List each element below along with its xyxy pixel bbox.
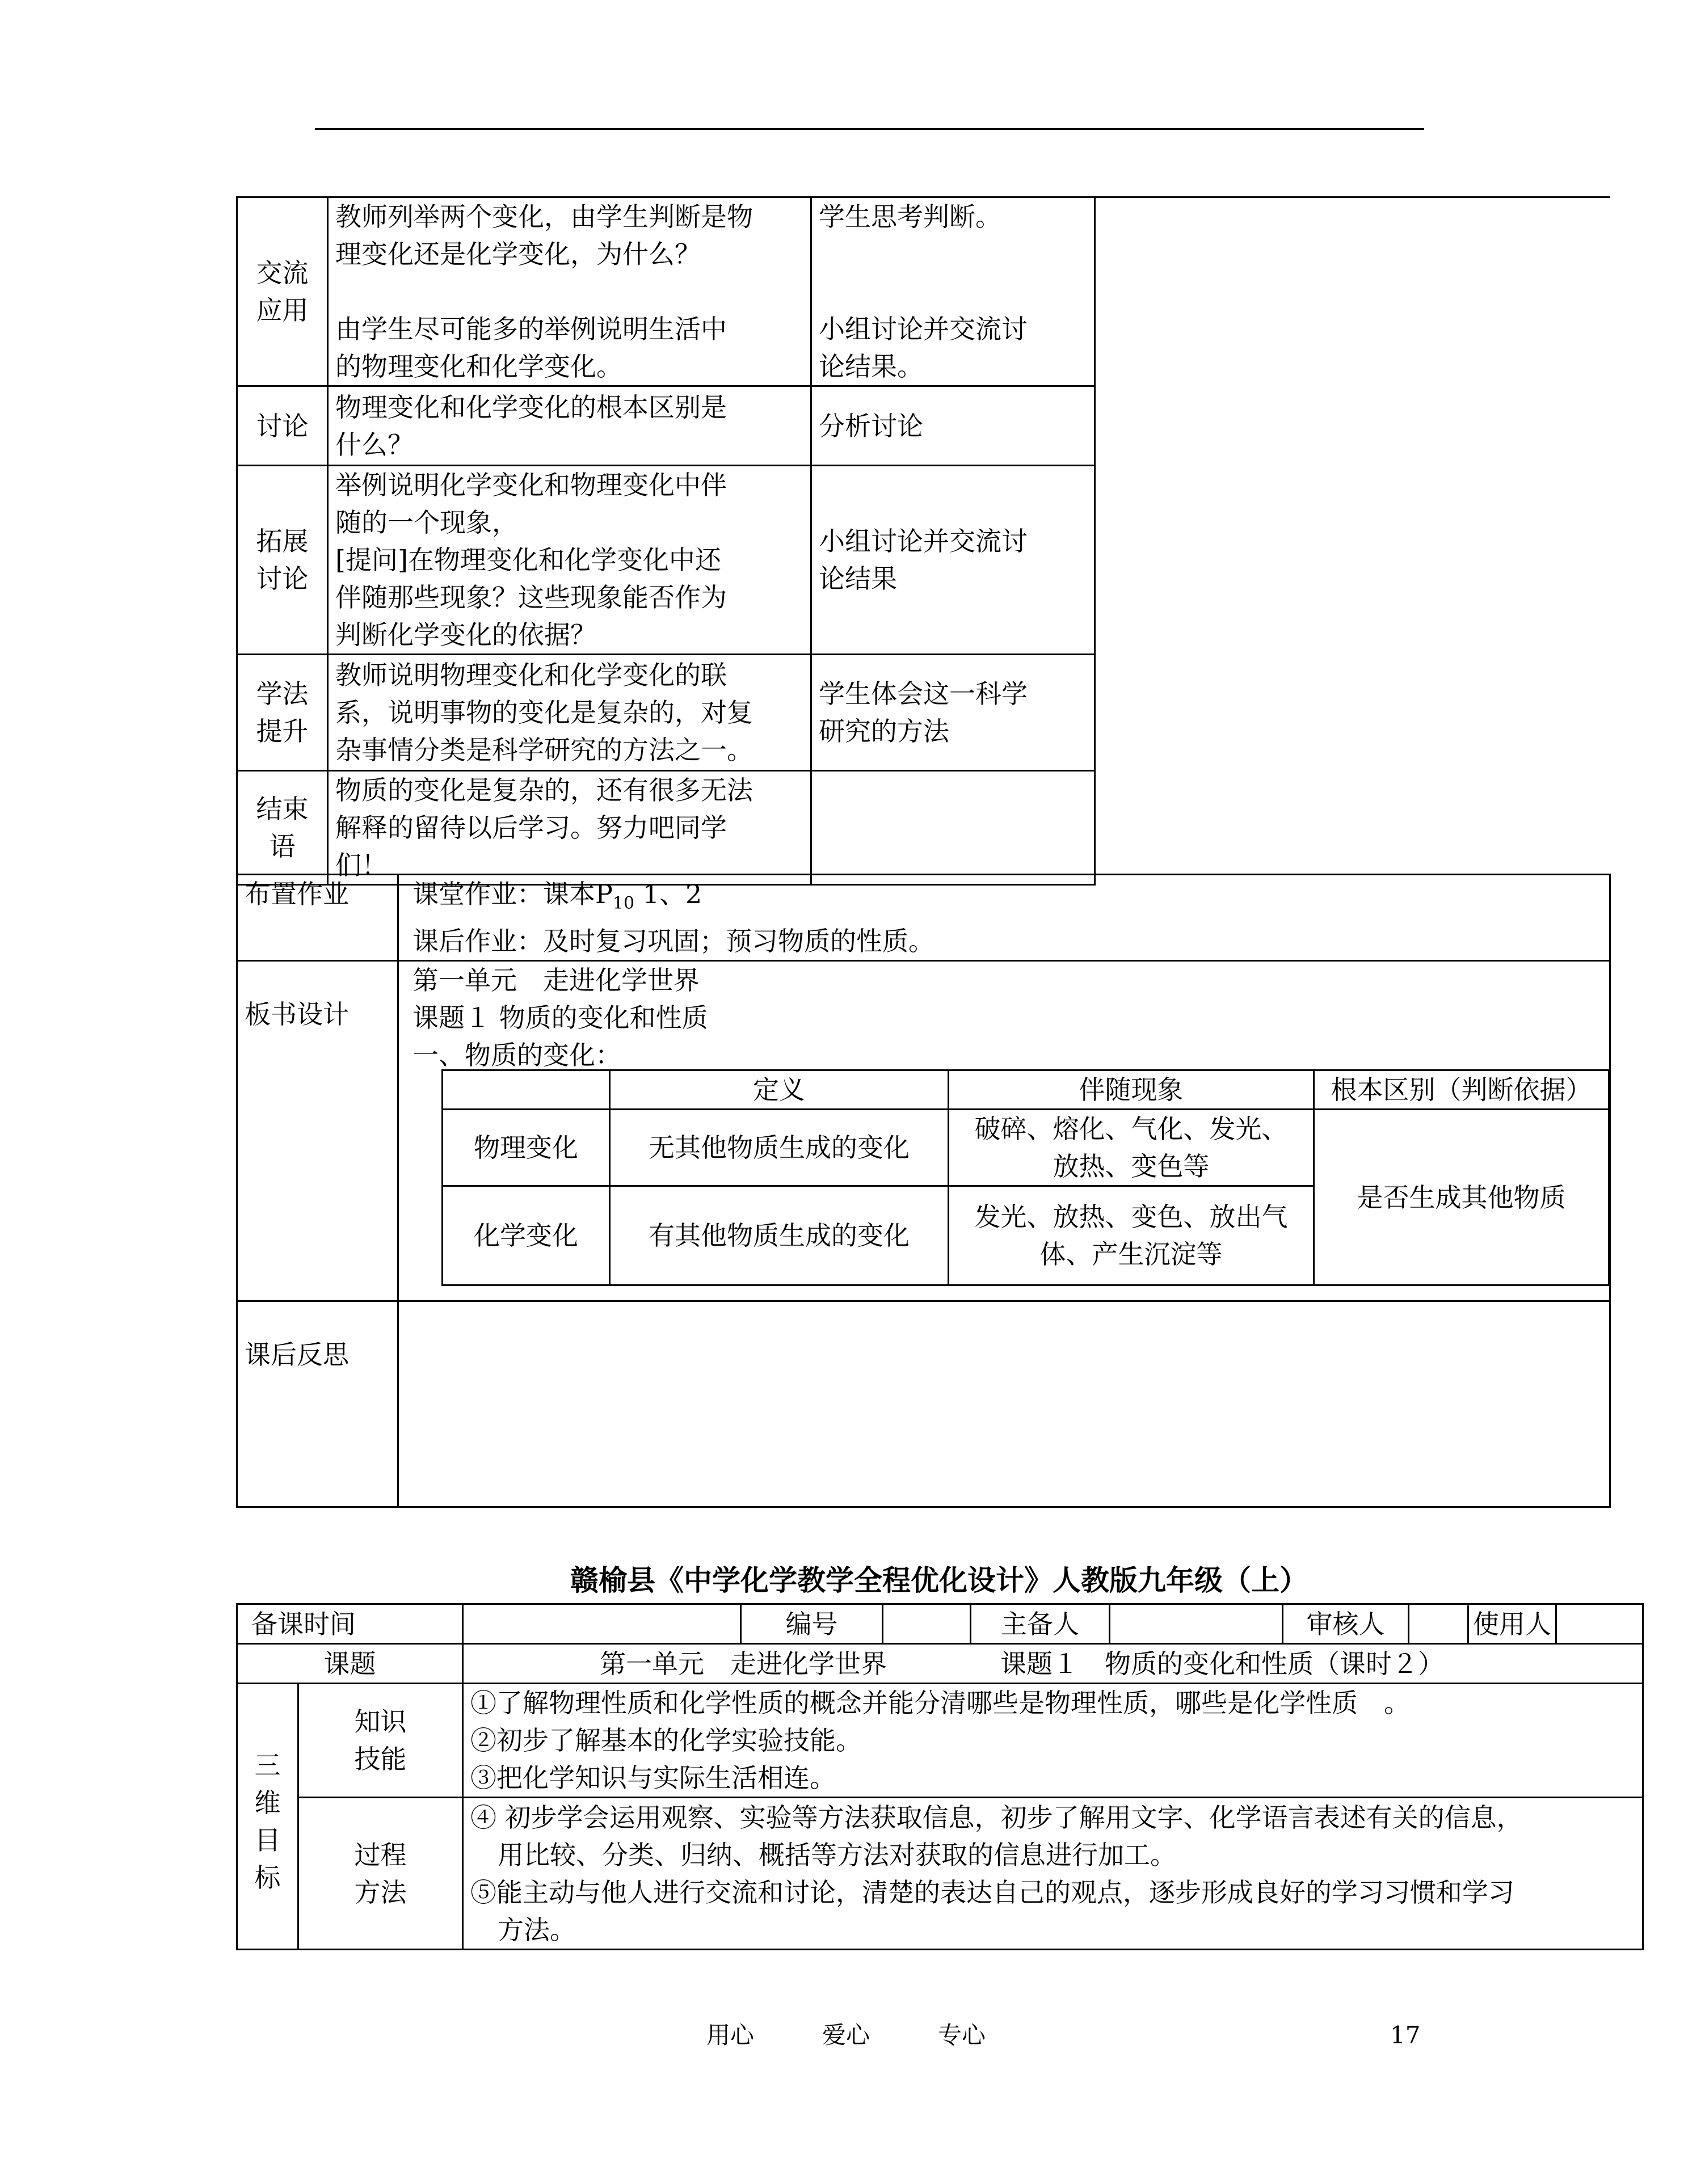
user-label bbox=[1409, 1604, 1556, 1644]
knowledge-items: ①了解物理性质和化学性质的概念并能分清哪些是物理性质，哪些是化学性质 。 ②初步了解基本的化学实验技能。 ③把化学知识与实际生活相连。 bbox=[463, 1684, 1643, 1798]
header-phenomena: 伴随现象 bbox=[949, 1070, 1314, 1110]
flow-row-label: 结束 语 bbox=[237, 771, 328, 885]
homework-content bbox=[398, 875, 1610, 961]
change-difference: 是否生成其他物质 bbox=[1314, 1110, 1609, 1285]
flow-row-label: 交流 应用 bbox=[237, 197, 328, 386]
flow-row-label: 讨论 bbox=[237, 386, 328, 466]
knowledge-label: 知识 技能 bbox=[298, 1684, 463, 1798]
teacher-activity: 举例说明化学变化和物理变化中伴 随的一个现象， [提问]在物理变化和化学变化中还 伴随那些现象？这些现象能否作为 判断化学变化的依据？ bbox=[328, 466, 811, 655]
preparer-value bbox=[1110, 1604, 1283, 1644]
header-rule bbox=[315, 128, 1424, 130]
comparison-header-row bbox=[443, 1070, 1609, 1110]
topic-row bbox=[237, 1644, 1643, 1684]
topic-unit: 第一单元 走进化学世界 bbox=[600, 1648, 887, 1679]
reviewer-label: 审核人 bbox=[1283, 1604, 1409, 1644]
topic-content bbox=[463, 1644, 1643, 1684]
homework-row bbox=[237, 875, 1610, 961]
number-label: 编号 bbox=[741, 1604, 883, 1644]
student-activity: 学生思考判断。 小组讨论并交流讨 论结果。 bbox=[811, 197, 1095, 386]
reflection-row bbox=[237, 1301, 1610, 1507]
footer-motto bbox=[706, 2017, 1054, 2054]
process-items: ④ 初步学会运用观察、实验等方法获取信息，初步了解用文字、化学语言表述有关的信息， 用比较、分类、归纳、概括等方法对获取的信息进行加工。 ⑤能主动与他人进行交流和讨论，清楚的表达自己的观点，逐步形成良好的学习习惯和学习 方法。 bbox=[463, 1798, 1643, 1950]
flow-row-label: 学法 提升 bbox=[237, 655, 328, 771]
change-name: 化学变化 bbox=[443, 1186, 610, 1285]
reflection-label: 课后反思 bbox=[237, 1301, 398, 1507]
user-label-text: 使用人 bbox=[1467, 1605, 1555, 1643]
lesson-flow-table bbox=[236, 196, 1610, 886]
change-phenomena: 破碎、熔化、气化、发光、 放热、变色等 bbox=[949, 1110, 1314, 1186]
footer-item: 爱心 bbox=[822, 2021, 870, 2049]
prep-time-value bbox=[463, 1604, 741, 1644]
topic-label: 课题 bbox=[237, 1644, 463, 1684]
board-design-content: 第一单元 走进化学世界 课题１ 物质的变化和性质 一、物质的变化： bbox=[398, 961, 1610, 1301]
flow-row bbox=[237, 197, 1610, 386]
preparer-label: 主备人 bbox=[971, 1604, 1110, 1644]
homework-line1-suffix: 1、2 bbox=[634, 879, 702, 909]
homework-line2: 课后作业：及时复习巩固；预习物质的性质。 bbox=[412, 926, 934, 956]
homework-label: 布置作业 bbox=[237, 875, 398, 961]
teacher-activity: 物质的变化是复杂的，还有很多无法 解释的留待以后学习。努力吧同学 们！ bbox=[328, 771, 811, 885]
process-label: 过程 方法 bbox=[298, 1798, 463, 1950]
three-dim-goals-label: 三 维 目 标 bbox=[237, 1684, 298, 1950]
lesson-meta-row bbox=[237, 1604, 1643, 1644]
page-number: 17 bbox=[1390, 2021, 1421, 2049]
student-activity: 分析讨论 bbox=[811, 386, 1095, 466]
change-comparison-table bbox=[441, 1069, 1610, 1286]
user-value bbox=[1556, 1604, 1643, 1644]
header-empty bbox=[443, 1070, 610, 1110]
number-value bbox=[883, 1604, 971, 1644]
change-phenomena: 发光、放热、变色、放出气 体、产生沉淀等 bbox=[949, 1186, 1314, 1285]
student-activity bbox=[811, 771, 1095, 885]
header-difference: 根本区别（判断依据） bbox=[1314, 1070, 1609, 1110]
student-activity: 学生体会这一科学 研究的方法 bbox=[811, 655, 1095, 771]
student-activity: 小组讨论并交流讨 论结果 bbox=[811, 466, 1095, 655]
header-definition: 定义 bbox=[610, 1070, 949, 1110]
change-name: 物理变化 bbox=[443, 1110, 610, 1186]
reflection-content bbox=[398, 1301, 1610, 1507]
homework-page-subscript: 10 bbox=[612, 893, 635, 913]
teacher-activity: 教师说明物理变化和化学变化的联 系，说明事物的变化是复杂的，对复 杂事情分类是科学研究的方法之一。 bbox=[328, 655, 811, 771]
flow-row-label: 拓展 讨论 bbox=[237, 466, 328, 655]
blank-column bbox=[1095, 197, 1610, 885]
prep-time-label: 备课时间 bbox=[237, 1604, 463, 1644]
process-row bbox=[237, 1798, 1643, 1950]
board-design-label: 板书设计 bbox=[237, 961, 398, 1301]
footer-item: 专心 bbox=[938, 2021, 986, 2049]
change-definition: 无其他物质生成的变化 bbox=[610, 1110, 949, 1186]
teacher-activity: 物理变化和化学变化的根本区别是 什么？ bbox=[328, 386, 811, 466]
homework-line1-prefix: 课堂作业：课本P bbox=[412, 879, 613, 909]
lesson-plan-table bbox=[236, 1603, 1644, 1950]
footer-item: 用心 bbox=[706, 2021, 755, 2049]
document-title: 赣榆县《中学化学教学全程优化设计》人教版九年级（上） bbox=[570, 1563, 1308, 1597]
change-definition: 有其他物质生成的变化 bbox=[610, 1186, 949, 1285]
table-row bbox=[443, 1110, 1609, 1186]
topic-title: 课题１ 物质的变化和性质（课时２） bbox=[1000, 1648, 1444, 1679]
knowledge-row bbox=[237, 1684, 1643, 1798]
teacher-activity: 教师列举两个变化，由学生判断是物 理变化还是化学变化，为什么？ 由学生尽可能多的举例说明生活中 的物理变化和化学变化。 bbox=[328, 197, 811, 386]
